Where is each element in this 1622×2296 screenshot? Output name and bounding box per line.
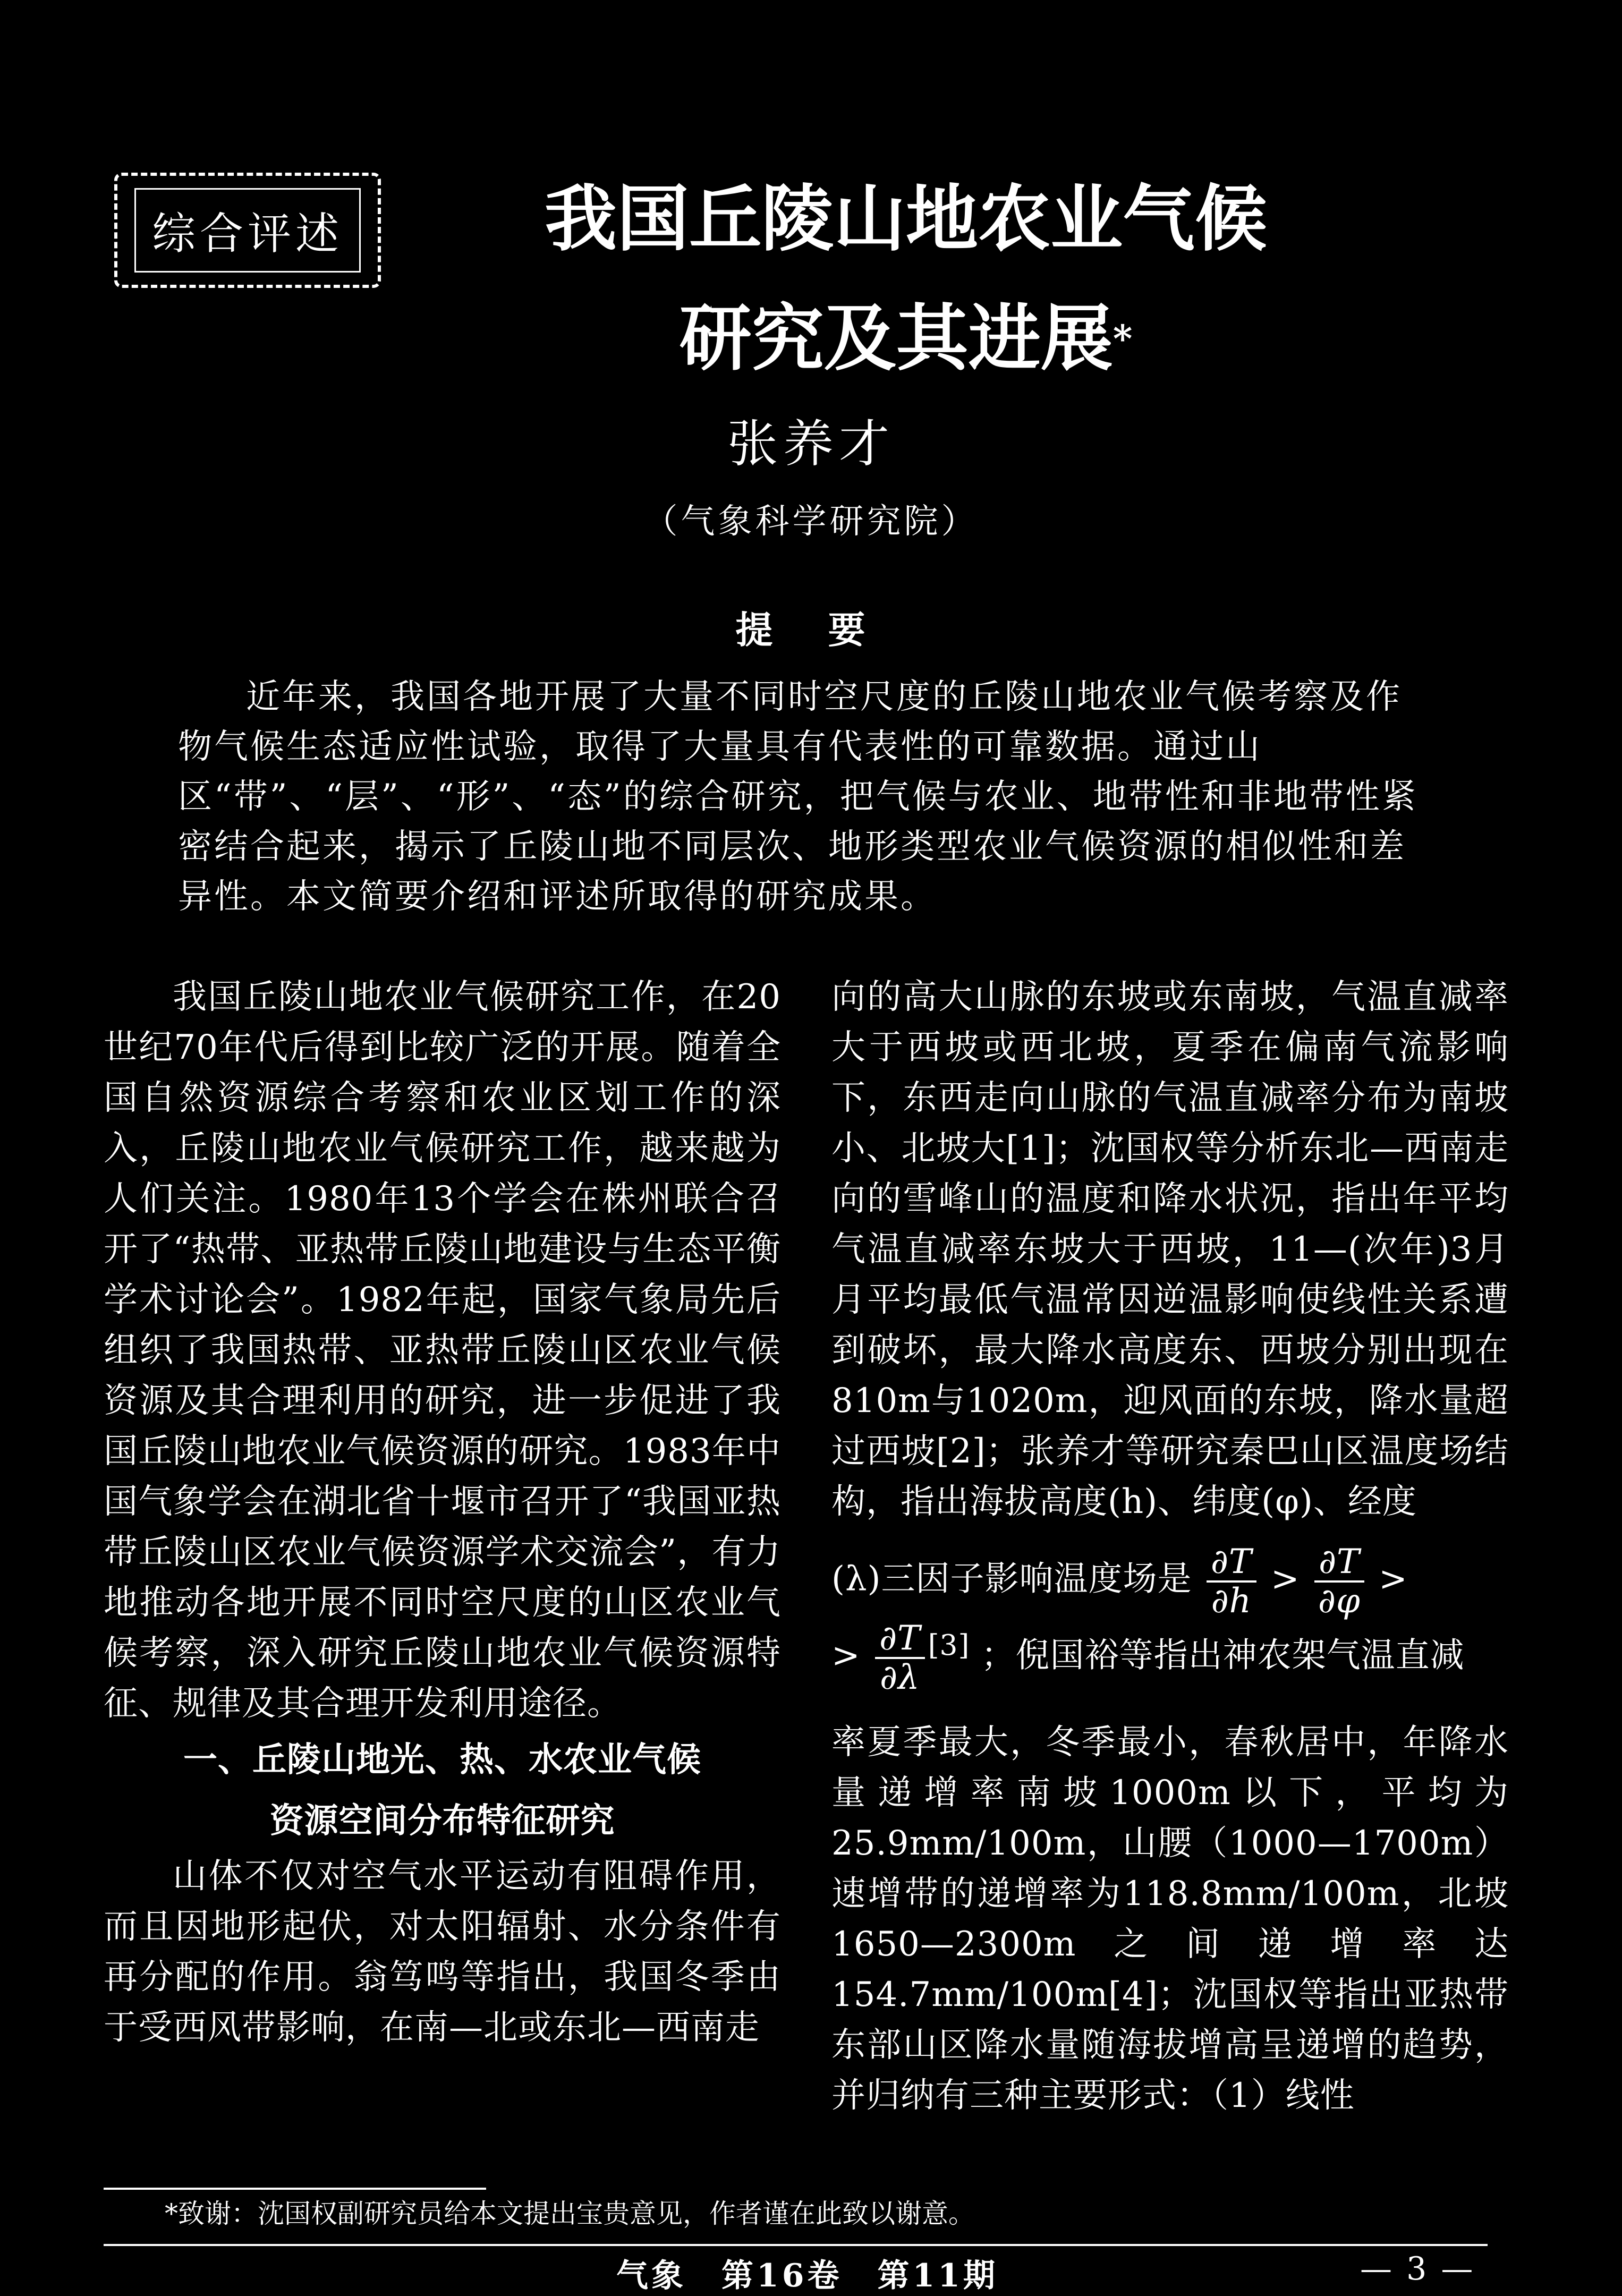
author-affiliation: （气象科学研究院） [643, 502, 979, 541]
fraction-numerator: ∂T [1314, 1543, 1364, 1583]
formula-prefix: (λ)三因子影响温度场是 [831, 1559, 1192, 1599]
footnote-rule [104, 2188, 486, 2190]
greater-than-sign: > [1379, 1559, 1408, 1599]
section-heading-line-1: 一、丘陵山地光、热、水农业气候 [183, 1740, 701, 1780]
formula-line-2 [831, 1620, 1509, 1696]
author-name: 张养才 [727, 415, 895, 473]
article-title [414, 159, 1397, 398]
footnote: *致谢：沈国权副研究员给本文提出宝贵意见，作者谨在此致以谢意。 [165, 2198, 975, 2229]
left-column [104, 972, 781, 2053]
title-line-2-text: 研究及其进展 [679, 296, 1113, 381]
abstract-body [178, 672, 1432, 922]
fraction-dT-dh [1207, 1543, 1256, 1620]
section-heading [104, 1729, 781, 1851]
abstract-heading: 提 要 [735, 608, 887, 652]
fraction-numerator: ∂T [875, 1620, 925, 1659]
left-paragraph-1: 我国丘陵山地农业气候研究工作，在20世纪70年代后得到比较广泛的开展。随着全国自然资源综合考察和农业区划工作的深入，丘陵山地农业气候研究工作，越来越为人们关注。1980年13个学会在株州联合召开了“热带、亚热带丘陵山地建设与生态平衡学术讨论会”。1982年起，国家气象局先后组织了我国热带、亚热带丘陵山区农业气候资源及其合理利用的研究，进一步促进了我国丘陵山地农业气候资源的研究。1983年中国气象学会在湖北省十堰市召开了“我国亚热带丘陵山区农业气候资源学术交流会”，有力地推动各地开展不同时空尺度的山区农业气候考察，深入研究丘陵山地农业气候资源特征、规律及其合理开发利用途径。 [104, 977, 781, 1723]
fraction-denominator: ∂φ [1318, 1581, 1361, 1621]
right-paragraph-1: 向的高大山脉的东坡或东南坡，气温直减率大于西坡或西北坡，夏季在偏南气流影响下，东西走向山脉的气温直减率分布为南坡小、北坡大[1]；沈国权等分析东北—西南走向的雪峰山的温度和降水状况，指出年平均气温直减率东坡大于西坡，11—(次年)3月月平均最低气温常因逆温影响使线性关系遭到破坏，最大降水高度东、西坡分别出现在810m与1020m，迎风面的东坡，降水量超过西坡[2]；张养才等研究秦巴山区温度场结构，指出海拔高度(h)、纬度(φ)、经度 [831, 977, 1509, 1521]
fraction-denominator: ∂λ [880, 1658, 920, 1697]
journal-footer: 气象 第16卷 第11期 [616, 2257, 998, 2294]
greater-than-sign: > [831, 1636, 861, 1676]
formula-block [831, 1543, 1509, 1696]
right-paragraph-2: 率夏季最大，冬季最小，春秋居中，年降水量递增率南坡1000m以下，平均为25.9mm/100m，山腰（1000—1700m）速增带的递增率为118.8mm/100m，北坡1650—2300m之间递增率达154.7mm/100m[4]；沈国权等指出亚热带东部山区降水量随海拔增高呈递增的趋势，并归纳有三种主要形式：（1）线性 [831, 1723, 1509, 2115]
title-line-1: 我国丘陵山地农业气候 [545, 176, 1267, 261]
greater-than-sign: > [1270, 1559, 1300, 1599]
formula-suffix: ；倪国裕等指出神农架气温直减 [981, 1636, 1465, 1676]
fraction-dT-dphi [1314, 1543, 1364, 1620]
formula-line-1 [831, 1543, 1509, 1620]
fraction-dT-dlambda [875, 1620, 925, 1696]
section-tag [114, 173, 381, 288]
title-line-2 [414, 279, 1397, 398]
left-paragraph-2: 山体不仅对空气水平运动有阻碍作用，而且因地形起伏，对太阳辐射、水分条件有再分配的作用。翁笃鸣等指出，我国冬季由于受西风带影响，在南—北或东北—西南走 [104, 1857, 781, 2047]
section-tag-label: 综合评述 [134, 188, 361, 273]
fraction-denominator: ∂h [1211, 1581, 1252, 1621]
right-column [831, 972, 1509, 2121]
abstract-text: 近年来，我国各地开展了大量不同时空尺度的丘陵山地农业气候考察及作物气候生态适应性试验，取得了大量具有代表性的可靠数据。通过山区“带”、“层”、“形”、“态”的综合研究，把气候与农业、地带性和非地带性紧密结合起来，揭示了丘陵山地不同层次、地形类型农业气候资源的相似性和差异性。本文简要介绍和评述所取得的研究成果。 [178, 677, 1418, 916]
footer-rule [104, 2244, 1488, 2246]
reference-3: [3] [928, 1628, 970, 1662]
page-number: — 3 — [1360, 2250, 1475, 2288]
section-heading-line-2: 资源空间分布特征研究 [269, 1801, 615, 1841]
title-footnote-mark: * [1113, 317, 1133, 361]
fraction-numerator: ∂T [1207, 1543, 1256, 1583]
